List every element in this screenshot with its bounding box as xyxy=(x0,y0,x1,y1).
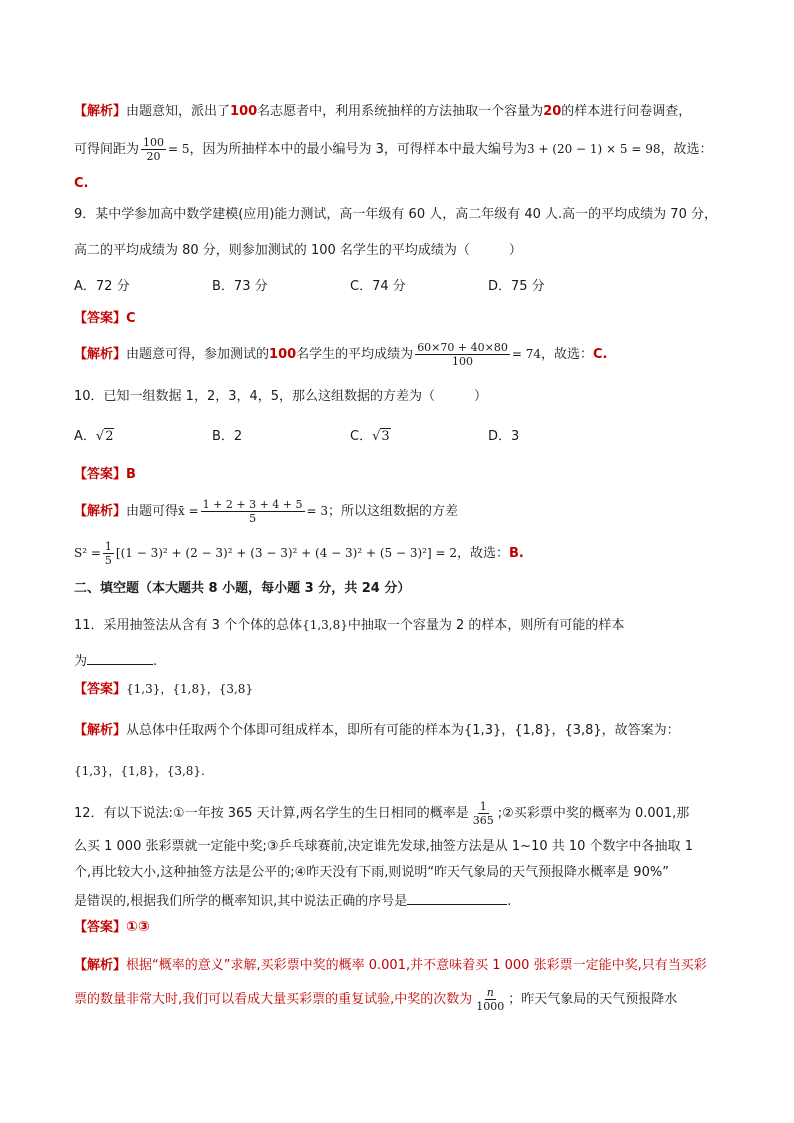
q10-stem: 10．已知一组数据 1，2，3，4，5，那么这组数据的方差为（ ） xyxy=(74,389,488,404)
q11-stem-line1: 11．采用抽签法从含有 3 个个体的总体{1,3,8}中抽取一个容量为 2 的样本，则所有可能的样本 xyxy=(74,618,625,633)
option-b: B．2 xyxy=(212,429,243,444)
option-d: D．75 分 xyxy=(488,279,545,294)
q12-stem-line3: 个,再比较大小,这种抽签方法是公平的;④昨天没有下雨,则说明“昨天气象局的天气预报降水概率是 90%” xyxy=(74,865,669,880)
answer-blank xyxy=(407,892,507,905)
answer-label: 【答案】 xyxy=(74,311,127,326)
q8-jiexi-line2: 可得间距为 $\frac{100}{20}$ = 5，因为所抽样本中的最小编号为 3，可得样本中最大编号为3 + (20 − 1) × 5 = 98，故选： xyxy=(74,136,713,163)
q11-answer: 【答案】{1,3}，{1,8}，{3,8} xyxy=(74,682,254,697)
q9-options xyxy=(74,278,754,296)
section-heading: 二、填空题（本大题共 8 小题，每小题 3 分，共 24 分） xyxy=(74,581,411,596)
option-d: D．3 xyxy=(488,429,520,444)
fraction: $\frac{1}{5}$ xyxy=(104,540,112,567)
option-b: B．73 分 xyxy=(212,279,268,294)
q12-jiexi-line2: 票的数量非常大时,我们可以看成大量买彩票的重复试验,中奖的次数为 $\frac{n}{1000}$ ；昨天气象局的天气预报降水 xyxy=(74,986,678,1013)
q8-jiexi-line1: 【解析】由题意知，派出了100名志愿者中，利用系统抽样的方法抽取一个容量为20的样本进行问卷调查， xyxy=(74,104,692,119)
q11-jiexi-line2: {1,3}，{1,8}，{3,8}. xyxy=(74,764,205,778)
jiexi-label: 【解析】 xyxy=(74,504,127,519)
q9-stem-line1: 9．某中学参加高中数学建模(应用)能力测试，高一年级有 60 人，高二年级有 40 人.高一的平均成绩为 70 分， xyxy=(74,207,717,222)
jiexi-label: 【解析】 xyxy=(74,347,127,362)
option-a: A．72 分 xyxy=(74,279,130,294)
q12-stem-line1: 12．有以下说法:①一年按 365 天计算,两名学生的生日相同的概率是 $\frac{1}{365}$ ;②买彩票中奖的概率为 0.001,那 xyxy=(74,800,690,827)
jiexi-label: 【解析】 xyxy=(74,104,127,119)
jiexi-label: 【解析】 xyxy=(74,958,127,973)
q12-jiexi-line1: 【解析】根据“概率的意义”求解,买彩票中奖的概率 0.001,并不意味着买 1 000 张彩票一定能中奖,只有当买彩 xyxy=(74,958,707,973)
q8-answer-line: C. xyxy=(74,176,89,191)
answer-blank xyxy=(87,652,153,665)
q10-answer: 【答案】B xyxy=(74,467,136,482)
answer-label: 【答案】 xyxy=(74,920,127,935)
option-c: C．74 分 xyxy=(350,279,406,294)
answer-label: 【答案】 xyxy=(74,467,127,482)
q9-answer: 【答案】C xyxy=(74,311,136,326)
q10-options xyxy=(74,428,754,446)
fraction: $\frac{100}{20}$ xyxy=(143,136,165,163)
fraction: $\frac{60\times 70 + 40\times 80}{100}$ xyxy=(417,341,508,368)
q9-jiexi: 【解析】由题意可得，参加测试的100名学生的平均成绩为 $\frac{60\times 70 + 40\times 80}{100}$ = 74，故选：C. xyxy=(74,341,608,368)
option-c: C．√3 xyxy=(350,429,390,444)
q12-stem-line4: 是错误的,根据我们所学的概率知识,其中说法正确的序号是 . xyxy=(74,894,512,909)
q12-answer: 【答案】①③ xyxy=(74,919,150,935)
q10-jiexi-line2: S² = $\frac{1}{5}$ [(1 − 3)² + (2 − 3)² + (3 − 3)² + (4 − 3)² + (5 − 3)²] = 2，故选：B. xyxy=(74,540,524,567)
fraction: $\frac{1 + 2 + 3 + 4 + 5}{5}$ xyxy=(202,498,303,525)
q10-jiexi-line1: 【解析】由题可得x̄ = $\frac{1 + 2 + 3 + 4 + 5}{5}$ = 3；所以这组数据的方差 xyxy=(74,498,459,525)
q12-stem-line2: 么买 1 000 张彩票就一定能中奖;③乒乓球赛前,决定谁先发球,抽签方法是从 1~10 共 10 个数字中各抽取 1 xyxy=(74,839,693,854)
fraction: $\frac{1}{365}$ xyxy=(472,800,494,827)
q9-stem-line2: 高二的平均成绩为 80 分，则参加测试的 100 名学生的平均成绩为（ ） xyxy=(74,243,522,258)
fraction: $\frac{n}{1000}$ xyxy=(476,986,505,1013)
q11-stem-line2: 为 . xyxy=(74,654,158,669)
q11-jiexi-line1: 【解析】从总体中任取两个个体即可组成样本，即所有可能的样本为{1,3}，{1,8}，{3,8}，故答案为： xyxy=(74,723,680,738)
jiexi-label: 【解析】 xyxy=(74,723,127,738)
option-a: A．√2 xyxy=(74,429,114,444)
answer-label: 【答案】 xyxy=(74,682,127,697)
